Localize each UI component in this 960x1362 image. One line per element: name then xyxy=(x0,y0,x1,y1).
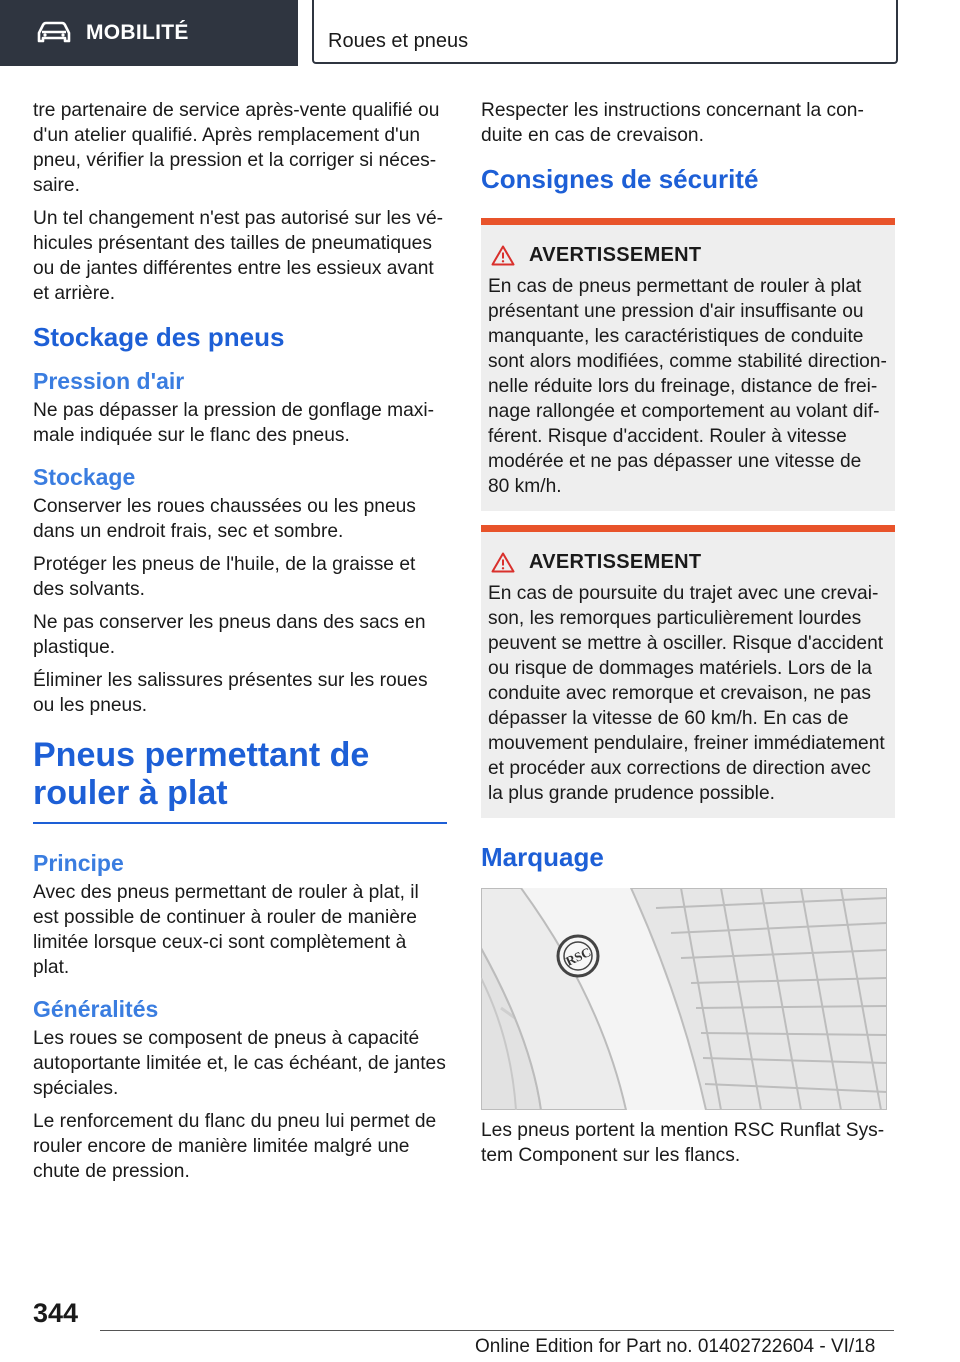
rsc-mark: RSC xyxy=(563,944,594,969)
heading-stockage: Stockage xyxy=(33,464,136,490)
heading-stockage-pneus: Stockage des pneus xyxy=(33,322,285,352)
page-header xyxy=(0,0,960,66)
paragraph: Respecter les instructions concernant la conduite en cas de crevaison. xyxy=(481,100,864,146)
heading-pression: Pression d'air xyxy=(33,368,185,394)
edition-note: Online Edition for Part no. 01402722604 - VI/18 xyxy=(475,1336,876,1357)
footer-divider xyxy=(100,1330,894,1331)
heading-runflat: Pneus permettant de rouler à plat xyxy=(33,736,447,824)
warning-box xyxy=(481,218,895,511)
paragraph: Les roues se composent de pneus à capacité autoportante limitée et, le cas échéant, de jantes spéciales. xyxy=(33,1028,446,1099)
warning-triangle-icon xyxy=(491,552,515,573)
paragraph: Protéger les pneus de l'huile, de la graisse et des solvants. xyxy=(33,554,416,600)
right-column xyxy=(481,98,895,1176)
chapter-title: Roues et pneus xyxy=(328,30,469,52)
chapter-tab xyxy=(312,0,898,64)
paragraph: Un tel changement n'est pas autorisé sur les véhicules présentant des tailles de pneumatiques ou de jantes différentes entre les essieux avant et arrière. xyxy=(33,208,444,304)
paragraph: Les pneus portent la mention RSC Runflat System Component sur les flancs. xyxy=(481,1120,885,1166)
warning-box xyxy=(481,525,895,818)
paragraph: Conserver les roues chaussées ou les pneus dans un endroit frais, sec et sombre. xyxy=(33,496,416,542)
heading-marquage: Marquage xyxy=(481,842,604,872)
page-number: 344 xyxy=(33,1298,79,1328)
section-tab xyxy=(0,0,298,66)
tyre-illustration xyxy=(481,888,887,1110)
warning-title: AVERTISSEMENT xyxy=(529,551,702,573)
warning-triangle-icon xyxy=(491,245,515,266)
section-title: MOBILITÉ xyxy=(86,21,189,44)
warning-text: En cas de pneus permettant de rouler à plat présentant une pression d'air insuffisante ou manquante, les caractéristiques de conduite sont alors modifiées, comme stabilité directionnelle réduite lors du freinage, distance de freinage rallongée et comportement au volant différent. Risque d'accident. Rouler à vitesse modérée et ne pas dépasser une vitesse de 80 km/h. xyxy=(488,276,887,497)
paragraph: tre partenaire de service après-vente qualifié ou d'un atelier qualifié. Après remplacement d'un pneu, vérifier la pression et la corriger si nécessaire. xyxy=(33,100,440,196)
paragraph: Le renforcement du flanc du pneu lui permet de rouler encore de manière limitée malgré une chute de pression. xyxy=(33,1111,437,1182)
heading-consignes: Consignes de sécurité xyxy=(481,164,759,194)
warning-text: En cas de poursuite du trajet avec une crevaison, les remorques particulièrement lourdes peuvent se mettre à osciller. Risque d'accident ou risque de dommages matériels. Lors de la conduite avec remorque et crevaison, ne pas dépasser la vitesse de 60 km/h. En cas de mouvement pendulaire, freiner immédiatement et procéder aux corrections de direction avec la plus grande prudence possible. xyxy=(488,583,885,804)
paragraph: Ne pas dépasser la pression de gonflage maximale indiquée sur le flanc des pneus. xyxy=(33,400,435,446)
paragraph: Avec des pneus permettant de rouler à plat, il est possible de continuer à rouler de manière limitée lorsque ceux-ci sont complètement à plat. xyxy=(33,882,419,978)
heading-principe: Principe xyxy=(33,850,124,876)
paragraph: Éliminer les salissures présentes sur les roues ou les pneus. xyxy=(33,670,428,716)
paragraph: Ne pas conserver les pneus dans des sacs en plastique. xyxy=(33,612,426,658)
warning-title: AVERTISSEMENT xyxy=(529,244,702,266)
heading-generalites: Généralités xyxy=(33,996,159,1022)
left-column xyxy=(33,98,447,1192)
car-icon xyxy=(36,21,72,45)
